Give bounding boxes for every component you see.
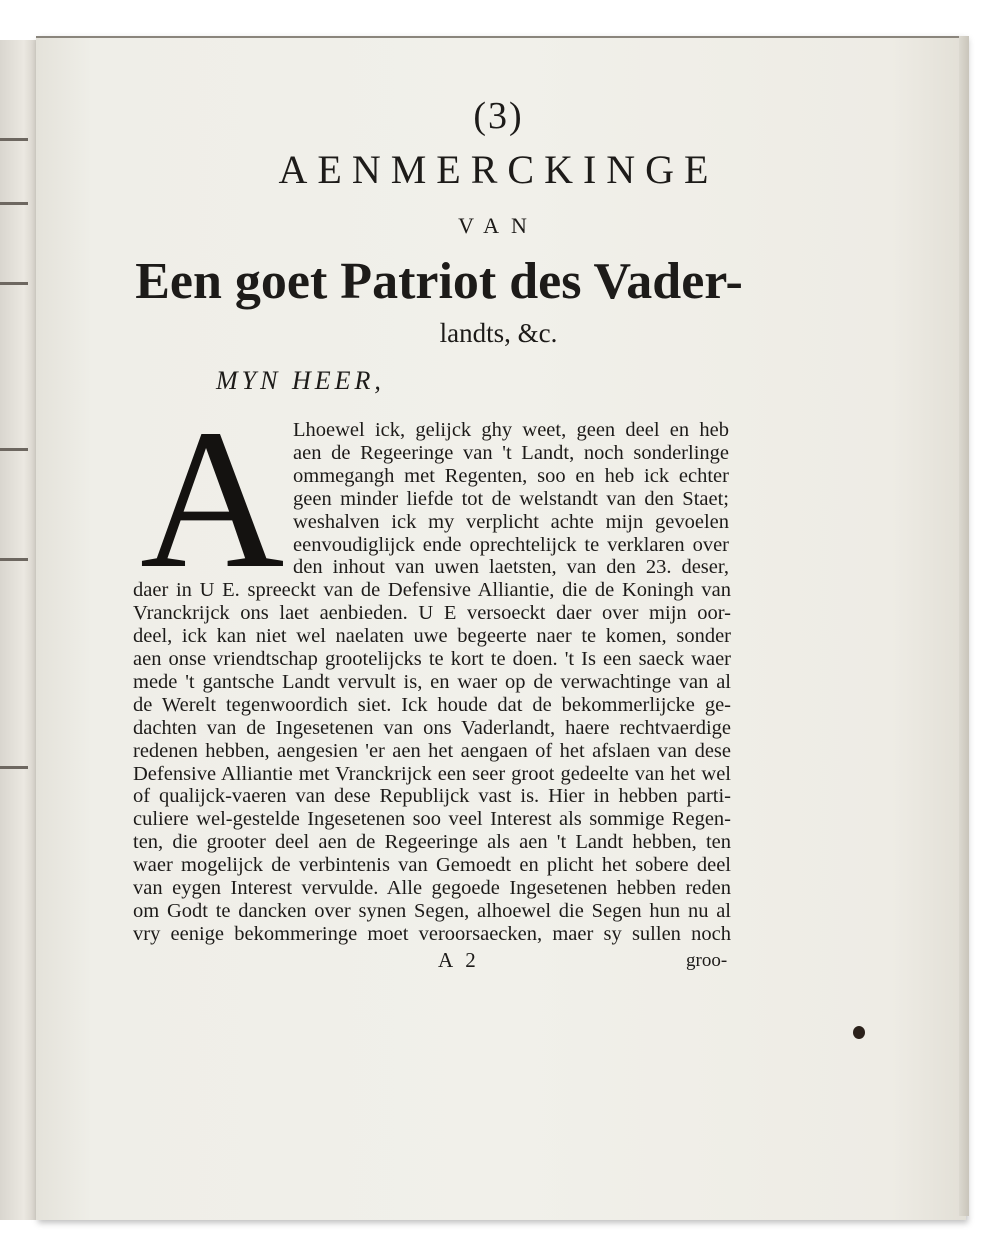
body-line: redenen hebben, aengesien 'er aen het aengaen of het afslaen van dese — [133, 739, 731, 762]
ink-mark — [0, 138, 28, 141]
title-line-1: AENMERCKINGE — [278, 147, 719, 192]
body-line: Lhoewel ick, gelijck ghy weet, geen deel en heb — [293, 419, 729, 441]
body-line: ten, die grooter deel aen de Regeeringe als aen 't Landt hebben, ten — [133, 831, 731, 854]
body-line: ommegangh met Regenten, soo en heb ick echter — [293, 464, 729, 487]
body-line: om Godt te dancken over synen Segen, alhoewel die Segen hun nu al — [133, 899, 731, 922]
ink-mark — [0, 766, 28, 769]
body-line: Defensive Alliantie met Vranckrijck een seer groot gedeelte van het wel — [133, 762, 731, 785]
ink-mark — [0, 202, 28, 205]
body-line: den inhout van uwen laetsten, van den 23. deser, — [293, 556, 729, 579]
body-line: culiere wel-gestelde Ingesetenen soo veel Interest als sommige Regen- — [133, 808, 731, 831]
body-line: aen onse vriendtschap grootelijcks te kort te doen. 't Is een saeck waer — [133, 648, 731, 670]
body-line: van eygen Interest vervulde. Alle gegoede Ingesetenen hebben reden — [133, 877, 731, 899]
body-line: mede 't gantsche Landt vervult is, en waer op de verwachtinge van al — [133, 670, 731, 693]
body-line: dachten van de Ingesetenen van ons Vaderlandt, haere rechtvaerdige — [133, 716, 731, 739]
body-line: deel, ick kan niet wel naelaten uwe begeerte naer te komen, sonder — [133, 625, 731, 648]
body-line: de Werelt tegenwoordich siet. Ick houde dat de bekommerlijcke ge- — [133, 693, 731, 716]
title-van: VAN — [458, 213, 539, 238]
title-sub: landts, &c. — [439, 318, 558, 348]
drop-cap: A — [140, 389, 285, 610]
page-number: (3) — [473, 95, 524, 137]
body-line: waer mogelijck de verbintenis van Gemoedt en plicht het sobere deel — [133, 854, 731, 877]
ink-spot — [853, 1026, 865, 1039]
ink-mark — [0, 282, 28, 285]
ink-mark — [0, 558, 28, 561]
body-line: Vranckrijck ons laet aenbieden. U E versoeckt daer over mijn oor- — [133, 602, 731, 625]
body-line: daer in U E. spreeckt van de Defensive Alliantie, die de Koningh van — [133, 579, 731, 602]
body-line: of qualijck-vaeren van dese Republijck vast is. Hier in hebben parti- — [133, 785, 731, 808]
body-line: eenvoudiglijck ende oprechtelijck te verklaren over — [293, 533, 729, 556]
body-line: weshalven ick my verplicht achte mijn gevoelen — [293, 510, 729, 533]
body-line: geen minder liefde tot de welstandt van den Staet; — [293, 487, 729, 510]
ink-mark — [0, 448, 28, 451]
catchword: groo- — [686, 949, 728, 971]
salutation: MYN HEER, — [216, 366, 385, 395]
signature-mark: A 2 — [438, 947, 480, 972]
title-main: Een goet Patriot des Vader- — [135, 253, 743, 310]
body-line: aen de Regeeringe van 't Landt, noch sonderlinge — [293, 441, 729, 464]
body-line-last: vry eenige bekommeringe moet veroorsaecken, maer sy sullen noch — [133, 922, 731, 945]
